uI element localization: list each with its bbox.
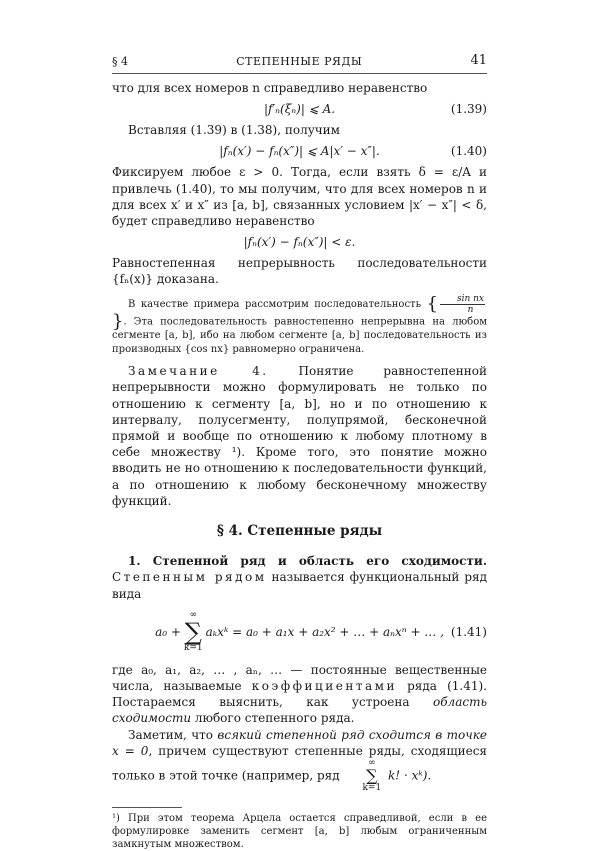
footnote: ¹) При этом теорема Арцела остается справедливой, если в ее формулировке заменить сегмент [a, b] любым ограниченным замкнутым множеством. [112, 812, 487, 850]
formula-1-39 [112, 98, 487, 120]
formula-1-39-expr: |f′ₙ(ξₙ)| ⩽ A. [263, 102, 336, 117]
p6-text-c: k! · xᵏ). [388, 768, 432, 783]
subsection-paragraph [112, 553, 487, 602]
p5-text-a: где a₀, a₁, a₂, … , aₙ, … — постоянные вещественные числа, называемые [112, 662, 487, 693]
formula-1-39-number: (1.39) [450, 102, 487, 117]
fraction [440, 294, 485, 315]
page-body [112, 80, 487, 851]
running-head [112, 52, 487, 74]
inline-sum-symbol: ∑ [366, 765, 378, 785]
example-text-b: . Эта последовательность равностепенно непрерывна на любом сегменте [a, b], ибо на любом сегменте [a, b] последовательность из производных {cos nx} равномерно ограничена. [112, 316, 487, 356]
paragraph-6 [112, 727, 487, 793]
remark-4 [112, 363, 487, 509]
formula-epsilon [112, 231, 487, 253]
p6-text-b: , причем существуют степенные ряды, сходящиеся только в этой точке (например, ряд [112, 743, 488, 783]
paragraph-2: Вставляя (1.39) в (1.38), получим [128, 123, 341, 138]
p5-text-b: ряда (1.41). Постараемся выяснить, как устроена [112, 678, 487, 710]
footnote-separator [112, 807, 182, 808]
formula-1-41-right: aₖxᵏ = a₀ + a₁x + a₂x² + … + aₙxⁿ + … , [205, 624, 444, 639]
example-small-text [112, 294, 487, 358]
term-power-series: Степенным рядом [112, 570, 267, 585]
brace-close-icon: } [112, 310, 124, 332]
brace-open-icon: { [426, 293, 438, 315]
remark-text: Понятие равностепенной непрерывности можно формулировать не только по отношению к сегменту [a, b], но и по отношению к интервалу, полусегменту, полупрямой, бесконечной прямой и вообще по отношению к любому плотному в себе множеству ¹). Кроме того, это понятие можно вводить не но отношению к последовательности функций, а по отношению к любому бесконечному множеству функций. [112, 364, 488, 508]
inline-sum-upper: ∞ [368, 757, 376, 768]
formula-1-40-number: (1.40) [450, 144, 487, 159]
subsection-title: 1. Степенной ряд и область его сходимости. [128, 554, 487, 569]
sum-lower-limit: k=1 [183, 642, 203, 653]
p6-text-a: Заметим, что [128, 727, 214, 742]
formula-1-40-expr: |fₙ(x′) − fₙ(x″)| ⩽ A|x′ − x″|. [219, 144, 380, 159]
book-page [112, 52, 487, 851]
p6-italic: всякий степенной ряд сходится в точке x = 0 [112, 727, 487, 758]
paragraph-4: Равностепенная непрерывность последовательности {fₙ(x)} доказана. [112, 256, 487, 287]
section-heading: § 4. Степенные ряды [216, 522, 383, 539]
fraction-denominator: n [467, 304, 474, 315]
paragraph-1: что для всех номеров n справедливо неравенство [112, 81, 428, 95]
sum-symbol: ∑ [184, 617, 202, 646]
term-convergence-region: область сходимости [112, 695, 487, 726]
inline-summation-icon [346, 759, 381, 793]
header-title: СТЕПЕННЫЕ РЯДЫ [236, 55, 363, 68]
formula-epsilon-expr: |fₙ(x′) − fₙ(x″)| < ε. [243, 235, 356, 250]
formula-1-40 [112, 140, 487, 162]
subsection-rest: называется функциональный ряд вида [112, 570, 487, 601]
remark-label: Замечание 4. [128, 364, 269, 379]
paragraph-5 [112, 662, 487, 727]
formula-1-41-number: (1.41) [450, 624, 487, 639]
inline-sum-lower: k=1 [362, 782, 382, 793]
header-section: § 4 [112, 55, 128, 68]
fraction-numerator: sin nx [440, 294, 485, 305]
formula-1-41-left: a₀ + [155, 624, 181, 639]
p5-text-c: любого степенного ряда. [194, 711, 355, 726]
paragraph-3: Фиксируем любое ε > 0. Тогда, если взять δ = ε/A и привлечь (1.40), то мы получим, что для всех номеров n и для всех x′ и x″ из [a, b], связанных условием |x′ − x″| < δ, будет справедливо неравенство [112, 165, 487, 229]
page-number: 41 [470, 53, 487, 68]
summation-icon [184, 611, 203, 653]
example-text-a: В качестве примера рассмотрим последовательность [128, 298, 422, 310]
formula-1-41 [112, 606, 487, 658]
sum-upper-limit: ∞ [189, 609, 198, 620]
term-coefficients: коэффициентами [251, 678, 397, 693]
